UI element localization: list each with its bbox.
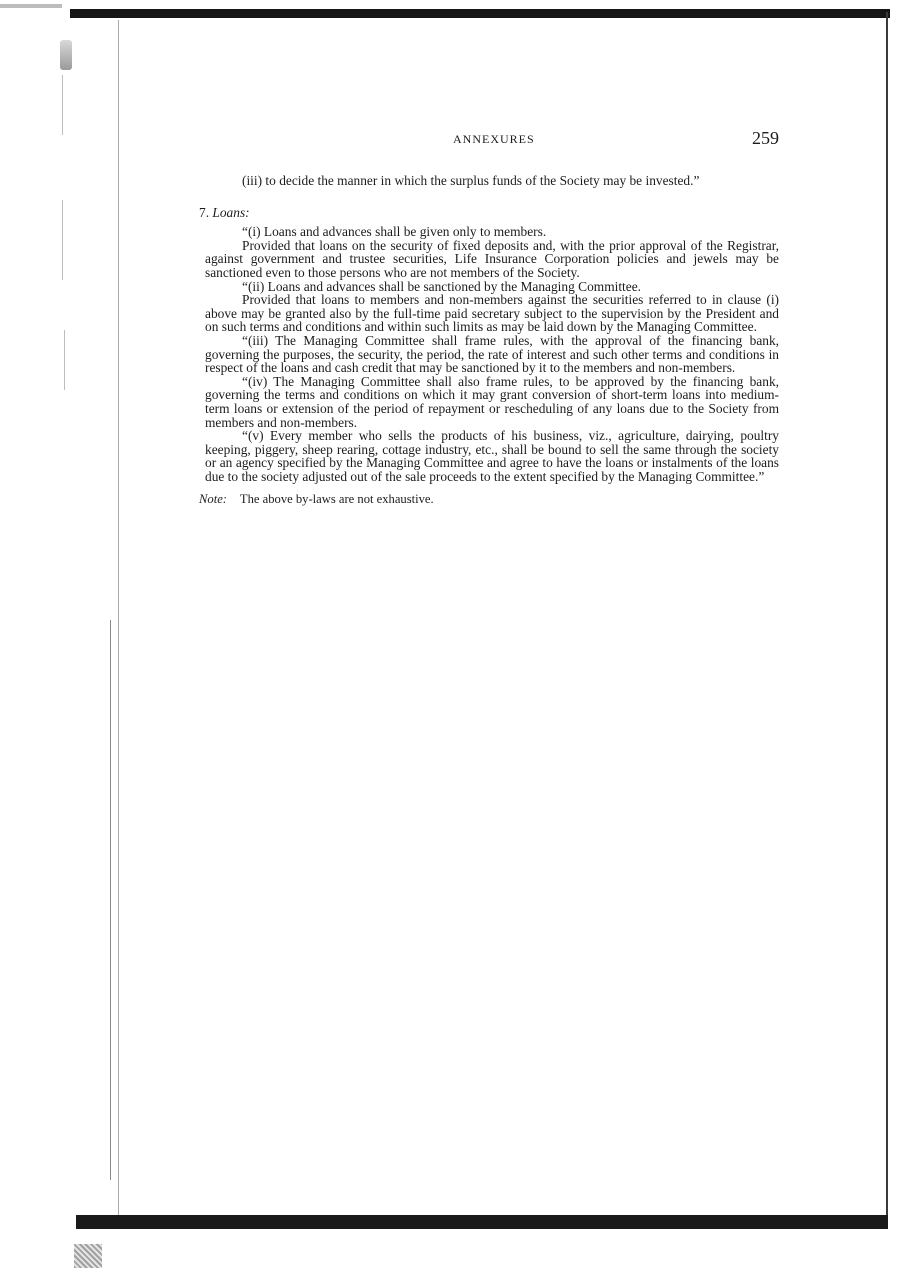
clause-iv: “(iv) The Managing Committee shall also frame rules, to be approved by the financing bank, governing the terms and conditions on which it may grant conversion of short-term loans into medium-term loans or extension of the period of repayment or rescheduling of any loans due to the Society from members and non-members.	[205, 373, 779, 430]
binding-clip-mark	[60, 40, 72, 70]
note-label: Note:	[199, 492, 227, 507]
scan-right-edge	[886, 12, 888, 1227]
proviso-i: Provided that loans on the security of fixed deposits and, with the prior approval of the Registrar, against government and trustee securities, Life Insurance Corporation policies and jewels may be sanctioned even to those persons who are not members of the Society.	[205, 237, 779, 280]
document-page	[199, 128, 779, 507]
running-header	[205, 128, 779, 154]
scan-top-stub	[0, 4, 62, 8]
clause-v: “(v) Every member who sells the products of his business, viz., agriculture, dairying, poultry keeping, piggery, sheep rearing, cottage industry, etc., shall be bound to sell the same through the society or an agency specified by the Managing Committee and agree to have the loans or instalments of the loans due to the society adjusted out of the sale proceeds to the extent specified by the Managing Committee.”	[205, 428, 779, 484]
paragraph-surplus-funds: (iii) to decide the manner in which the surplus funds of the Society may be invested.”	[242, 173, 700, 188]
gutter-line	[110, 620, 111, 1180]
page-number: 259	[752, 128, 779, 148]
gutter-line	[62, 200, 63, 280]
scan-top-border	[70, 9, 890, 18]
gutter-line	[64, 330, 65, 390]
section-number: 7.	[199, 204, 210, 220]
clause-ii: “(ii) Loans and advances shall be sanctioned by the Managing Committee.	[242, 278, 641, 294]
section-heading-loans	[199, 206, 779, 220]
scan-left-edge	[118, 20, 119, 1215]
clause-i: “(i) Loans and advances shall be given only to members.	[242, 224, 547, 240]
scan-bottom-border	[76, 1215, 888, 1229]
section-title: Loans:	[212, 204, 250, 220]
scan-corner-noise	[74, 1244, 102, 1268]
header-title: ANNEXURES	[453, 132, 535, 146]
proviso-ii: Provided that loans to members and non-members against the securities referred to in clause (i) above may be granted also by the full-time paid secretary subject to the supervision by the President and on such terms and conditions and within such limits as may be laid down by the Managing Committee.	[205, 292, 779, 335]
gutter-line	[62, 75, 63, 135]
footnote	[199, 493, 779, 507]
note-text: The above by-laws are not exhaustive.	[239, 492, 434, 507]
clause-iii: “(iii) The Managing Committee shall frame rules, with the approval of the financing bank, governing the purposes, the security, the period, the rate of interest and such other terms and conditions in respect of the loans and cash credit that may be sanctioned by it to the members and non-members.	[205, 332, 779, 376]
